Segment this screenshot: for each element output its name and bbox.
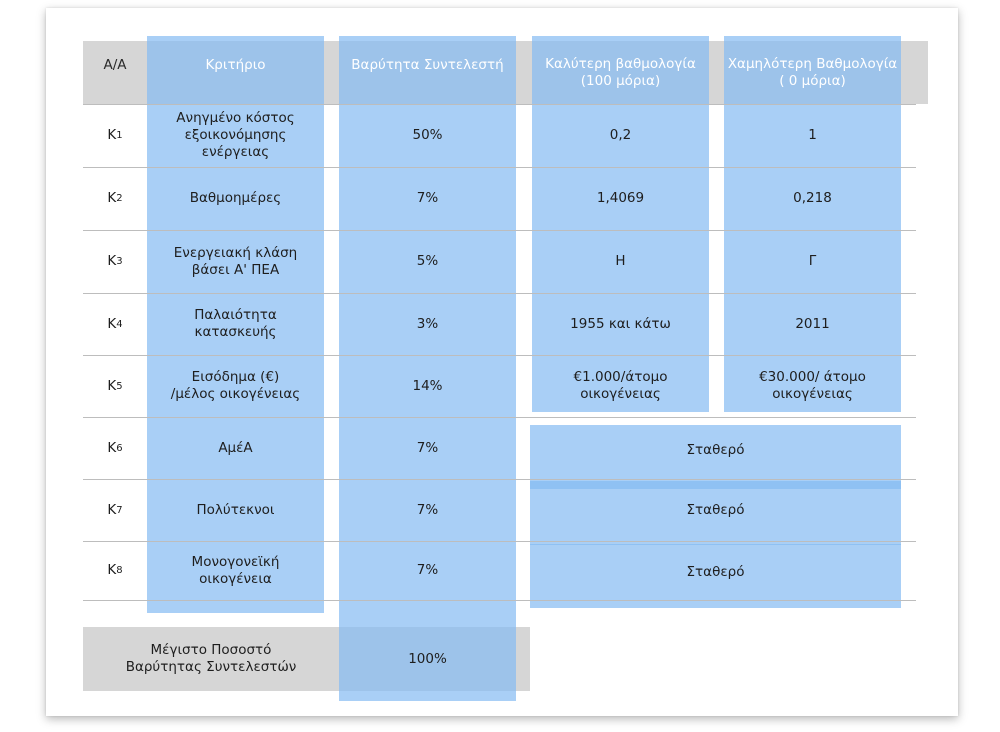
row-criterion: Εισόδημα (€) /μέλος οικογένειας: [170, 369, 301, 402]
row-worst: 1: [808, 127, 817, 143]
row-criterion: Μονογονεϊκή οικογένεια: [191, 553, 280, 587]
row-criterion: Πολύτεκνοι: [196, 501, 275, 518]
row-fixed-value: Σταθερό: [686, 441, 745, 458]
row-criterion: Παλαιότητα κατασκευής: [194, 307, 277, 340]
row-divider: [83, 600, 916, 601]
row-worst: 0,218: [793, 190, 832, 206]
row-code: K 4: [107, 315, 123, 332]
row-worst: €30.000/ άτομο οικογένειας: [759, 369, 866, 402]
row-best: 0,2: [609, 127, 632, 143]
header-best-score: Καλύτερη βαθμολογία (100 μόρια): [545, 55, 696, 89]
row-weight: 50%: [412, 127, 443, 143]
row-best: 1,4069: [596, 190, 645, 206]
row-worst: Γ: [808, 253, 817, 269]
row-weight: 7%: [416, 439, 439, 456]
row-criterion: Ανηγμένο κόστος εξοικονόμησης ενέργειας: [176, 110, 295, 160]
row-criterion: ΑμέΑ: [218, 439, 253, 456]
row-best: €1.000/άτομο οικογένειας: [573, 369, 668, 402]
row-weight: 14%: [412, 377, 443, 394]
row-code: K 8: [107, 562, 123, 578]
header-worst-score: Χαμηλότερη Βαθμολογία ( 0 μόρια): [727, 55, 898, 89]
header-criterion: Κριτήριο: [205, 57, 266, 73]
row-fixed-value: Σταθερό: [686, 563, 745, 580]
header-weight: Βαρύτητα Συντελεστή: [351, 57, 504, 73]
row-weight: 5%: [416, 253, 439, 269]
row-code: K 7: [107, 501, 123, 518]
total-value: 100%: [408, 650, 447, 667]
total-label: Μέγιστο Ποσοστό Βαρύτητας Συντελεστών: [125, 642, 297, 675]
row-code: K 5: [107, 377, 123, 394]
header-aa: Α/Α: [103, 57, 127, 73]
row-criterion: Ενεργειακή κλάση βάσει Α' ΠΕΑ: [173, 244, 298, 278]
row-code: K 6: [107, 439, 123, 456]
row-fixed-value: Σταθερό: [686, 501, 745, 518]
row-weight: 7%: [416, 501, 439, 518]
row-weight: 7%: [416, 562, 439, 578]
row-weight: 7%: [416, 190, 439, 206]
row-worst: 2011: [795, 315, 830, 332]
row-criterion: Βαθμοημέρες: [189, 190, 282, 206]
row-best: 1955 και κάτω: [570, 315, 671, 332]
row-code: K 3: [107, 253, 123, 269]
row-code: K 1: [107, 127, 123, 143]
row-weight: 3%: [416, 315, 439, 332]
row-best: Η: [615, 253, 626, 269]
row-code: K 2: [107, 190, 123, 206]
